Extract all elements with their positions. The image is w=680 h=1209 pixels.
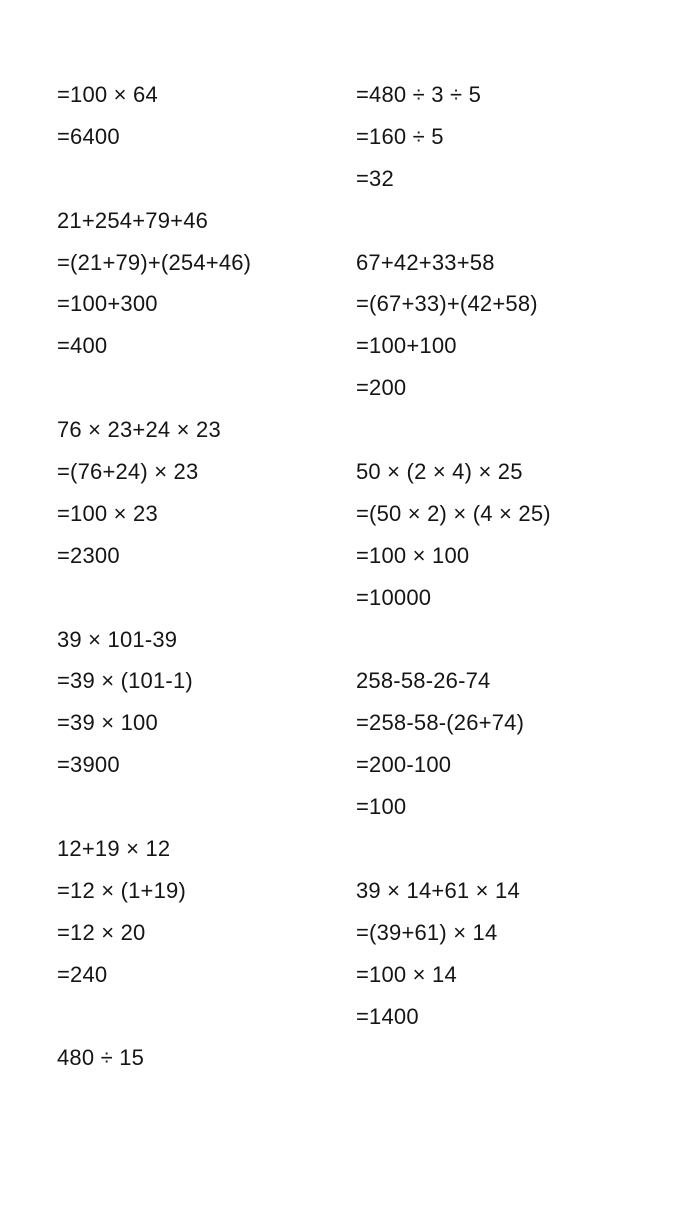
equation-line-right: =258-58-(26+74) xyxy=(356,710,525,736)
worksheet-row xyxy=(0,828,680,870)
worksheet-row xyxy=(0,242,680,284)
equation-line-left: =12 × 20 xyxy=(57,919,146,945)
equation-line-left: =39 × (101-1) xyxy=(57,668,193,694)
equation-line-right: 39 × 14+61 × 14 xyxy=(356,877,520,903)
equation-line-left: =100 × 64 xyxy=(57,81,158,107)
worksheet-row xyxy=(0,283,680,325)
worksheet-row xyxy=(0,367,680,409)
equation-line-left: =100+300 xyxy=(57,291,158,317)
equation-line-right: 258-58-26-74 xyxy=(356,668,491,694)
worksheet-row xyxy=(0,325,680,367)
worksheet-row xyxy=(0,786,680,828)
equation-line-left: =12 × (1+19) xyxy=(57,877,186,903)
worksheet-row xyxy=(0,158,680,200)
equation-line-left: =3900 xyxy=(57,752,120,778)
equation-line-right: 67+42+33+58 xyxy=(356,249,495,275)
worksheet-row xyxy=(0,744,680,786)
equation-line-left: 39 × 101-39 xyxy=(57,626,178,652)
equation-line-right: =100+100 xyxy=(356,333,457,359)
worksheet-row xyxy=(0,660,680,702)
equation-line-right: =480 ÷ 3 ÷ 5 xyxy=(356,81,482,107)
worksheet-row xyxy=(0,451,680,493)
worksheet-row xyxy=(0,912,680,954)
equation-line-left: =100 × 23 xyxy=(57,500,158,526)
equation-line-right: 50 × (2 × 4) × 25 xyxy=(356,458,523,484)
equation-line-right: =200-100 xyxy=(356,752,452,778)
worksheet-row xyxy=(0,1037,680,1079)
equation-line-right: =100 xyxy=(356,794,407,820)
worksheet-row xyxy=(0,493,680,535)
worksheet-row xyxy=(0,870,680,912)
worksheet-row xyxy=(0,535,680,577)
equation-line-left: 12+19 × 12 xyxy=(57,835,171,861)
worksheet-row xyxy=(0,116,680,158)
worksheet-row xyxy=(0,954,680,996)
equation-line-right: =200 xyxy=(356,375,407,401)
equation-line-right: =10000 xyxy=(356,584,432,610)
worksheet-row xyxy=(0,74,680,116)
equation-line-right: =100 × 100 xyxy=(356,542,470,568)
worksheet-row xyxy=(0,619,680,661)
equation-line-right: =(50 × 2) × (4 × 25) xyxy=(356,500,551,526)
equation-line-left: =(76+24) × 23 xyxy=(57,458,199,484)
worksheet-row xyxy=(0,702,680,744)
equation-line-left: 21+254+79+46 xyxy=(57,207,209,233)
equation-line-left: 76 × 23+24 × 23 xyxy=(57,417,221,443)
equation-line-left: =(21+79)+(254+46) xyxy=(57,249,252,275)
worksheet-row xyxy=(0,577,680,619)
equation-line-right: =(67+33)+(42+58) xyxy=(356,291,538,317)
worksheet-row xyxy=(0,996,680,1038)
equation-line-right: =160 ÷ 5 xyxy=(356,123,444,149)
equation-line-left: =400 xyxy=(57,333,108,359)
equation-line-left: =240 xyxy=(57,961,108,987)
equation-line-right: =1400 xyxy=(356,1003,419,1029)
equation-line-left: 480 ÷ 15 xyxy=(57,1045,145,1071)
equation-rows xyxy=(0,74,680,1079)
equation-line-right: =(39+61) × 14 xyxy=(356,919,498,945)
worksheet-row xyxy=(0,409,680,451)
equation-line-right: =100 × 14 xyxy=(356,961,457,987)
equation-line-left: =39 × 100 xyxy=(57,710,158,736)
equation-line-left: =2300 xyxy=(57,542,120,568)
equation-line-right: =32 xyxy=(356,165,394,191)
worksheet-row xyxy=(0,200,680,242)
equation-line-left: =6400 xyxy=(57,123,120,149)
